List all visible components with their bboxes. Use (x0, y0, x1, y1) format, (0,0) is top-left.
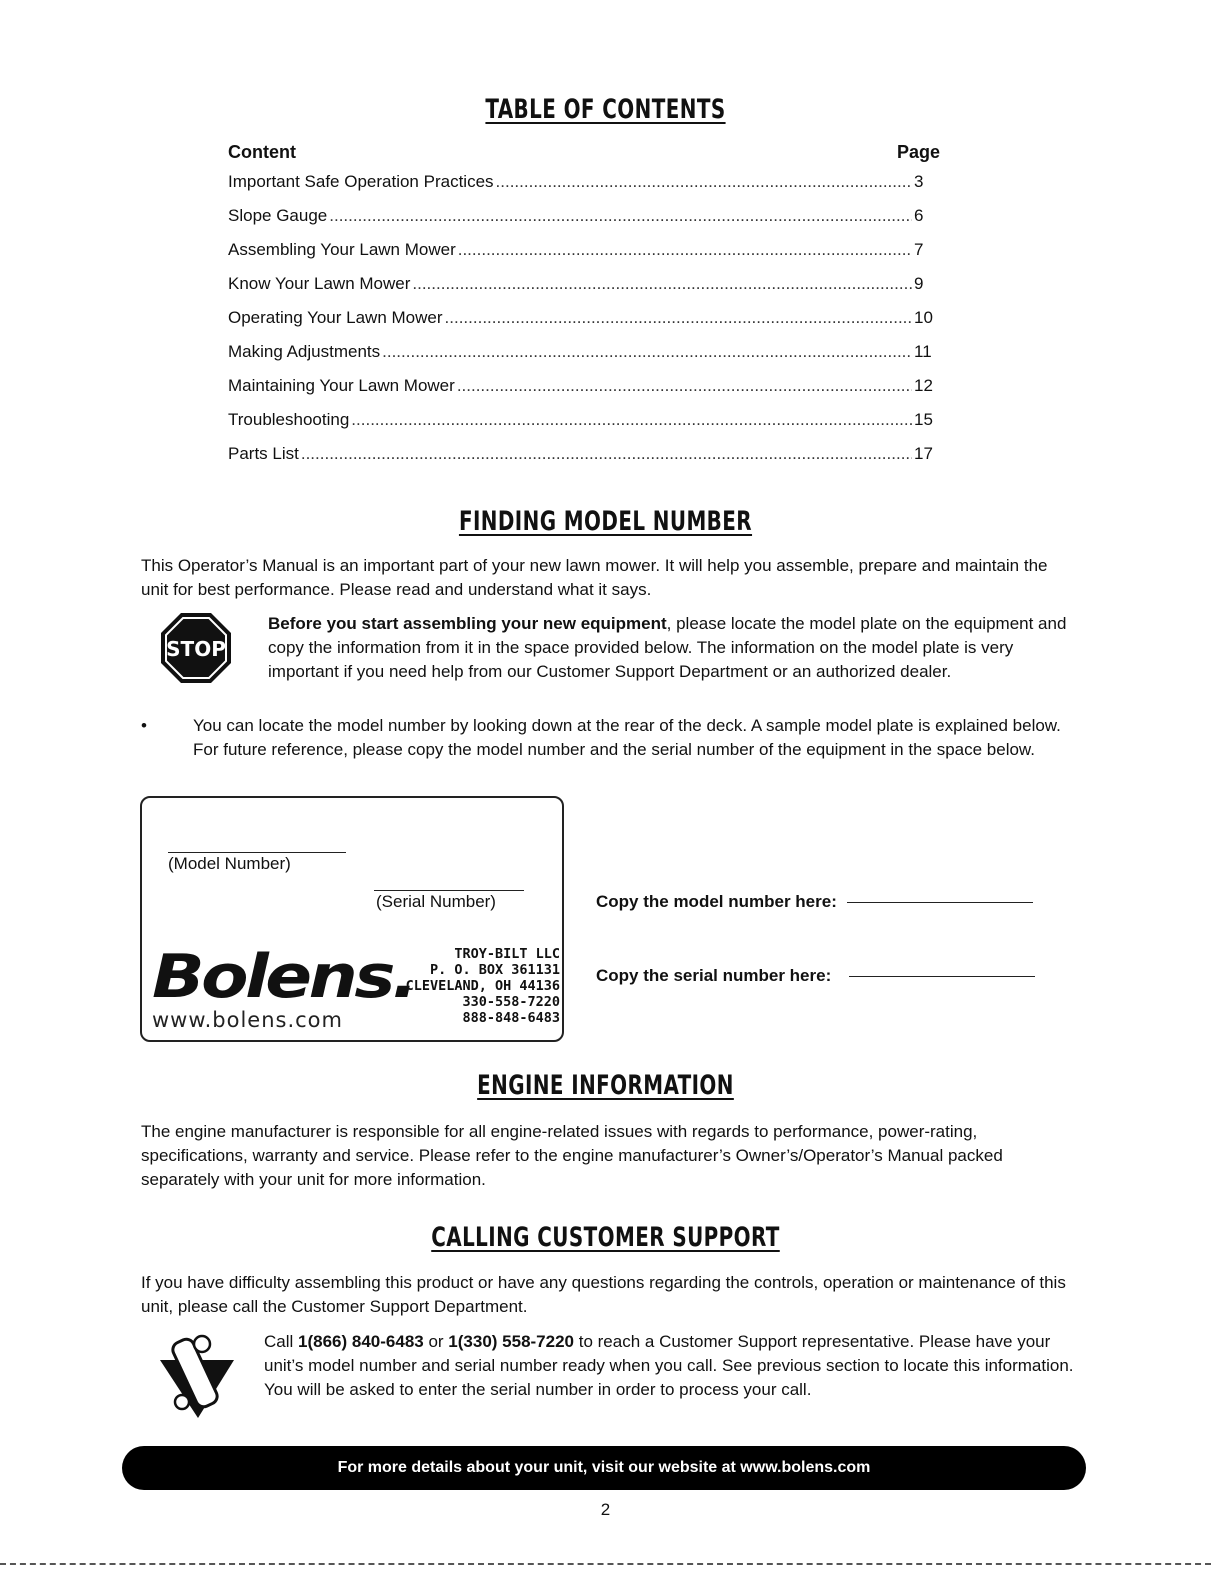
support-heading: CALLING CUSTOMER SUPPORT (431, 1222, 780, 1253)
plate-website: www.bolens.com (152, 1008, 343, 1032)
toc-entry-page: 15 (914, 410, 933, 429)
plate-address-line: TROY-BILT LLC (454, 946, 560, 962)
toc-entry (228, 376, 940, 410)
bolens-logo: Bolens. (152, 942, 415, 1012)
toc-entry-title: Maintaining Your Lawn Mower (228, 376, 455, 395)
toc-entry (228, 308, 940, 342)
toc-entry (228, 240, 940, 274)
table-of-contents (228, 142, 940, 478)
toc-entry (228, 274, 940, 308)
toc-entry-page: 7 (914, 240, 924, 259)
toc-header-row (228, 142, 940, 172)
plate-address-line: 888-848-6483 (462, 1010, 560, 1026)
plate-address-line: CLEVELAND, OH 44136 (405, 978, 560, 994)
toc-entry-title: Know Your Lawn Mower (228, 274, 411, 293)
call-rest: to reach a Customer Support representative. Please have your unit’s model number and serial number ready when you call. See previous section to locate this information. You will be asked to enter the serial number in order to process your call. (264, 1332, 1074, 1399)
toc-dot-leader (496, 172, 912, 192)
plate-address-line: 330-558-7220 (462, 994, 560, 1010)
toc-entry-title: Parts List (228, 444, 299, 463)
toc-dot-leader (445, 308, 912, 328)
serial-number-label: (Serial Number) (376, 892, 496, 911)
toc-dot-leader (382, 342, 912, 362)
call-paragraph (264, 1330, 1074, 1402)
page-bottom-rule (0, 1563, 1211, 1565)
toc-entry (228, 206, 940, 240)
toc-dot-leader (458, 240, 912, 260)
toc-content-header: Content (228, 142, 296, 162)
toc-entry-title: Slope Gauge (228, 206, 328, 225)
toc-heading: TABLE OF CONTENTS (485, 94, 726, 125)
serial-number-line (374, 890, 524, 891)
call-prefix: Call (264, 1332, 299, 1351)
phone-number-1: 1(866) 840-6483 (298, 1332, 424, 1351)
toc-dot-leader (329, 206, 912, 226)
copy-serial-line (596, 966, 1035, 986)
toc-page-header: Page (896, 142, 940, 162)
toc-dot-leader (351, 410, 912, 430)
model-plate-sample (140, 796, 564, 1042)
support-text: If you have difficulty assembling this product or have any questions regarding the controls, operation or maintenance of this unit, please call the Customer Support Department. (141, 1273, 1066, 1316)
engine-heading: ENGINE INFORMATION (477, 1070, 734, 1101)
stop-bold-text: Before you start assembling your new equipment (268, 614, 667, 633)
call-or: or (423, 1332, 449, 1351)
toc-entry-page: 9 (914, 274, 924, 293)
toc-entry-title: Making Adjustments (228, 342, 381, 361)
bullet-text: You can locate the model number by looking down at the rear of the deck. A sample model plate is explained below. For future reference, please copy the model number and the serial number of the equipment in the space below. (193, 716, 1061, 759)
stop-paragraph (268, 612, 1074, 684)
phone-support-icon (158, 1330, 236, 1422)
copy-model-label: Copy the model number here: (596, 892, 837, 911)
copy-serial-label: Copy the serial number here: (596, 966, 832, 985)
finding-intro: This Operator’s Manual is an important part of your new lawn mower. It will help you assemble, prepare and maintain the unit for best performance. Please read and understand what it says. (141, 556, 1048, 599)
plate-address-line: P. O. BOX 361131 (429, 962, 560, 978)
phone-number-2: 1(330) 558-7220 (448, 1332, 575, 1351)
copy-model-blank[interactable] (847, 902, 1033, 903)
toc-entry-page: 11 (914, 342, 932, 361)
plate-address (392, 946, 560, 1026)
toc-entry-title: Assembling Your Lawn Mower (228, 240, 456, 259)
toc-entry (228, 444, 940, 478)
copy-serial-blank[interactable] (849, 976, 1035, 977)
bullet-marker: • (141, 716, 147, 735)
toc-entry (228, 342, 940, 376)
stop-sign-icon (160, 612, 232, 684)
page-number: 2 (600, 1500, 611, 1519)
toc-entry-title: Important Safe Operation Practices (228, 172, 494, 191)
website-banner-text: For more details about your unit, visit our website at www.bolens.com (337, 1459, 871, 1476)
copy-model-line (596, 892, 1033, 912)
toc-entry-page: 12 (914, 376, 933, 395)
toc-dot-leader (301, 444, 912, 464)
toc-entry-title: Troubleshooting (228, 410, 350, 429)
toc-dot-leader (457, 376, 912, 396)
stop-sign-text: STOP (166, 637, 226, 661)
model-number-line (168, 852, 346, 853)
model-number-label: (Model Number) (168, 854, 291, 873)
engine-text: The engine manufacturer is responsible for all engine-related issues with regards to performance, power-rating, specifications, warranty and service. Please refer to the engine manufacturer’s Owner’s/Operator’s Manual packed separately with your unit for more information. (141, 1122, 1003, 1189)
toc-entry-page: 3 (914, 172, 924, 191)
toc-entry-page: 10 (914, 308, 933, 327)
toc-dot-leader (412, 274, 912, 294)
toc-entry (228, 172, 940, 206)
stop-rest-text: , please locate the model plate on the equipment and copy the information from it in the space provided below. The information on the model plate is very important if you need help from our Customer Support Department or an authorized dealer. (268, 614, 1067, 681)
toc-entry-page: 6 (914, 206, 924, 225)
toc-entry (228, 410, 940, 444)
toc-entry-title: Operating Your Lawn Mower (228, 308, 443, 327)
toc-entry-page: 17 (914, 444, 933, 463)
finding-model-heading: FINDING MODEL NUMBER (458, 506, 753, 537)
website-banner (122, 1446, 1086, 1490)
